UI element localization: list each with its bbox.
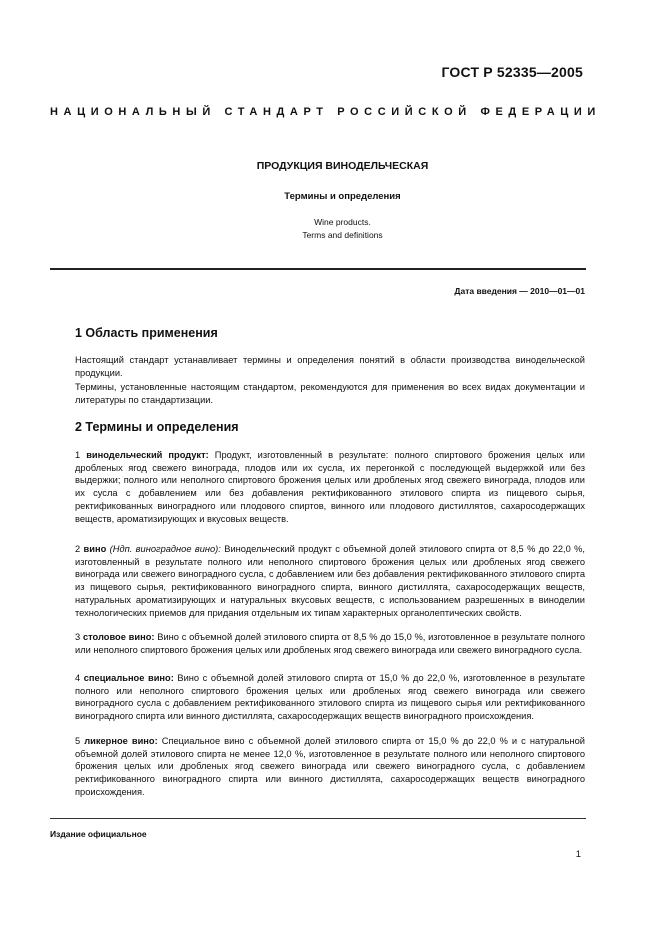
national-standard-banner: НАЦИОНАЛЬНЫЙ СТАНДАРТ РОССИЙСКОЙ ФЕДЕРАЦИИ [50,106,601,118]
term-entry-5 [75,735,585,799]
deprecated-term-note: (Ндп. виноградное вино): [106,544,221,554]
term-number: 4 [75,673,81,683]
term-entry-3 [75,631,585,656]
term-entry-4 [75,672,585,723]
footer-rule [50,818,586,819]
term-entry-1 [75,449,585,525]
official-edition-note: Издание официальное [50,829,147,839]
term-definition: Специальное вино с объемной долей этилового спирта от 15,0 % до 22,0 % и с натуральной объемной долей этилового спирта не менее 12,0 %, изготовленное в результате полного или неполного спиртового брожения целых или дробленых ягод свежего винограда или свежего виноградного сусла, с добавлением ректификованного виноградного спирта или винного дистиллята, сахаросодержащих веществ виноградного происхождения. [75,736,585,797]
term-number: 2 [75,544,81,554]
document-title-en: Wine products. [314,217,371,227]
term-definition: Вино с объемной долей этилового спирта от 15,0 % до 22,0 %, изготовленное в результате полного или неполного спиртового брожения целых или дробленых ягод свежего винограда или свежего виноградного сусла с добавлением ректификованного этилового спирта из пищевого сырья или ректификованного виноградного спирта или винного дистиллята, сахаросодержащих веществ виноградного происхождения. [75,673,585,722]
document-subtitle: Термины и определения [284,191,401,202]
term-definition: Вино с объемной долей этилового спирта от 8,5 % до 15,0 %, изготовленное в результате полного или неполного спиртового брожения целых или дробленых ягод свежего винограда или свежего виноградного сусла. [75,632,586,655]
term-definition: Продукт, изготовленный в результате: полного спиртового брожения целых или дробленых ягод свежего винограда, плодов или их сусла, их перегонкой с последующей выдержкой или без выдержки; полного или неполного спиртового брожения целых или дробленых ягод свежего винограда, плодов или их сусла с добавлением или без добавления ректификованного этилового спирта из пищевого сырья, ректификованных виноградного или плодового спиртов, винного или плодового дистиллятов, сахаросодержащих веществ, ароматизирующих и вкусовых веществ. [75,450,586,524]
introduction-date: Дата введения — 2010—01—01 [454,286,585,296]
document-subtitle-en: Terms and definitions [302,230,383,240]
term-number: 5 [75,736,81,746]
term-name: специальное вино: [83,673,174,683]
section-1-heading: 1 Область применения [75,326,218,340]
section-1-paragraph-2: Термины, установленные настоящим стандартом, рекомендуются для применения во всех видах документации и литературы по стандартизации. [75,382,585,405]
document-title: ПРОДУКЦИЯ ВИНОДЕЛЬЧЕСКАЯ [256,160,429,172]
term-definition: Винодельческий продукт с объемной долей этилового спирта от 8,5 % до 22,0 %, изготовленный в результате полного или неполного спиртового брожения целых или дробленых ягод свежего винограда или свежего виноградного сусла, с добавлением или без добавления ректификованного этилового спирта из пищевого сырья, ректификованного виноградного спирта, винного дистиллята, сахаросодержащих веществ, натуральных ароматизирующих и натуральных вкусовых веществ, с использованием разрешенных в виноделии технологических приемов для придания отдельным их типам характерных органолептических свойств. [75,544,585,618]
term-name: вино [83,544,107,554]
standard-number: ГОСТ Р 52335—2005 [441,64,583,80]
header-rule [50,268,586,270]
term-name: столовое вино: [82,632,155,642]
section-2-heading: 2 Термины и определения [75,420,239,434]
term-entry-2 [75,543,585,619]
section-1-paragraph-1: Настоящий стандарт устанавливает термины и определения понятий в области производства винодельческой продукции. [75,355,585,378]
term-name: винодельческий продукт: [86,450,209,460]
term-name: ликерное вино: [84,736,158,746]
term-number: 1 [75,450,81,460]
page-number: 1 [575,849,581,860]
term-number: 3 [75,632,81,642]
